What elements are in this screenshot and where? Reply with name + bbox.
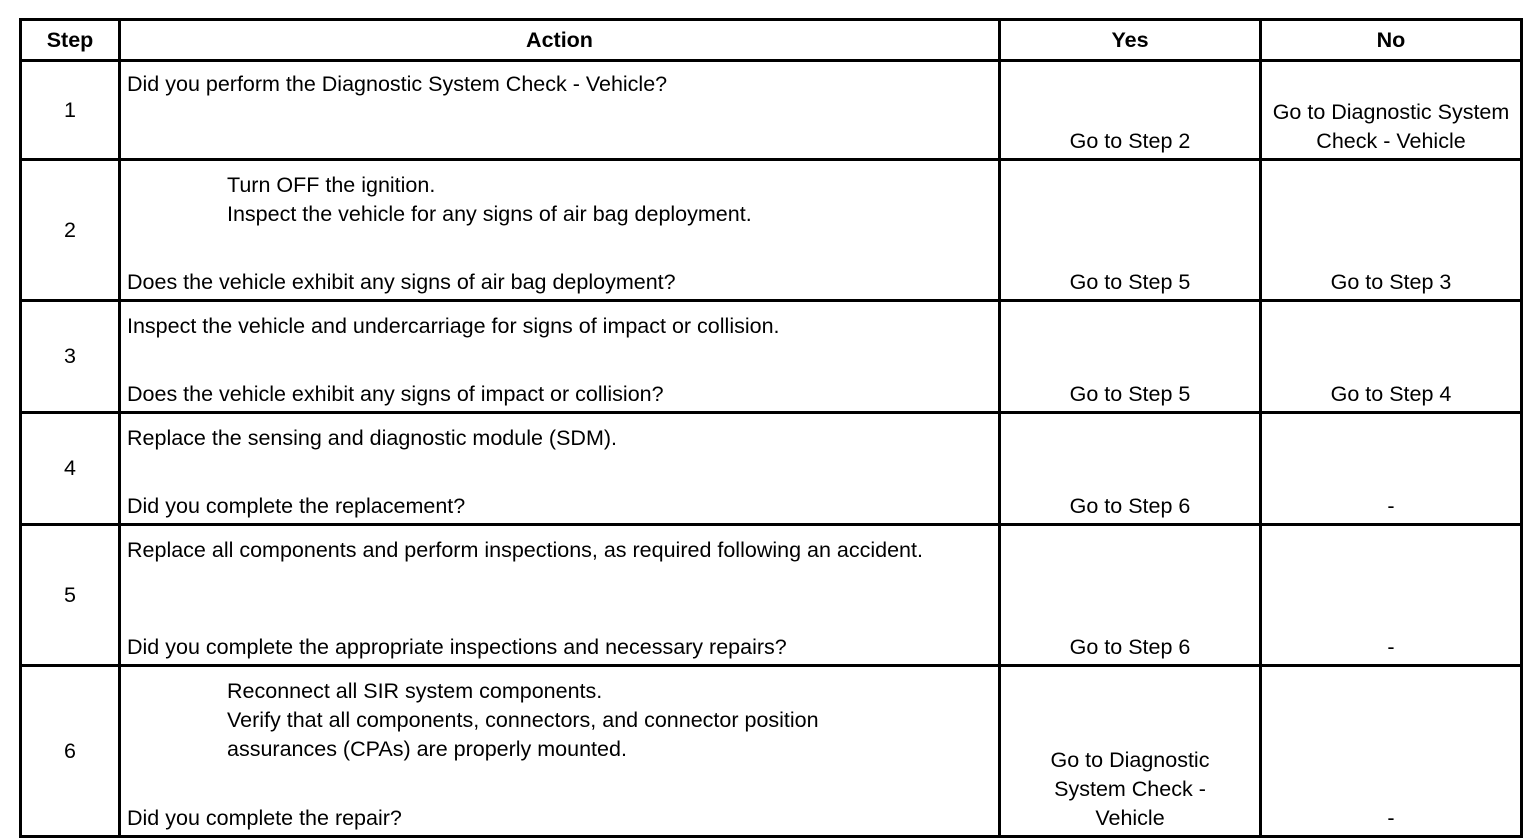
step-instruction: Replace all components and perform inspections, as required following an accident. [127, 538, 923, 562]
no-result: - [1261, 413, 1522, 525]
no-result: - [1261, 666, 1522, 837]
step-instruction: Turn OFF the ignition. [227, 173, 436, 197]
step-question: Did you perform the Diagnostic System Check - Vehicle? [127, 72, 668, 96]
step-question: Does the vehicle exhibit any signs of air bag deployment? [127, 270, 676, 294]
table-row [21, 301, 1522, 413]
action-cell [120, 301, 1000, 413]
yes-result: Go to Step 5 [1000, 301, 1261, 413]
table-row [21, 666, 1522, 837]
yes-result: Go to Step 5 [1000, 160, 1261, 301]
table-row [21, 160, 1522, 301]
step-number: 4 [21, 413, 120, 525]
table-header-row [21, 20, 1522, 61]
step-question: Does the vehicle exhibit any signs of impact or collision? [127, 382, 664, 406]
step-number: 1 [21, 61, 120, 160]
no-result: - [1261, 525, 1522, 666]
step-instruction: Inspect the vehicle and undercarriage for signs of impact or collision. [127, 314, 780, 338]
yes-result: Go to Step 2 [1000, 61, 1261, 160]
yes-result: Go to Step 6 [1000, 525, 1261, 666]
step-instruction: Verify that all components, connectors, and connector position assurances (CPAs) are properly mounted. [227, 708, 819, 761]
step-instruction: Replace the sensing and diagnostic module (SDM). [127, 426, 617, 450]
yes-result: Go to Diagnostic System Check - Vehicle [1000, 666, 1261, 837]
action-cell [120, 525, 1000, 666]
action-cell [120, 160, 1000, 301]
action-cell [120, 666, 1000, 837]
step-instruction: Reconnect all SIR system components. [227, 679, 603, 703]
header-yes: Yes [1000, 20, 1261, 61]
action-cell [120, 61, 1000, 160]
step-question: Did you complete the appropriate inspections and necessary repairs? [127, 635, 787, 659]
table-row [21, 413, 1522, 525]
step-question: Did you complete the repair? [127, 806, 402, 830]
no-result: Go to Diagnostic System Check - Vehicle [1261, 61, 1522, 160]
step-number: 6 [21, 666, 120, 837]
header-action: Action [120, 20, 1000, 61]
diagnostic-table [19, 18, 1523, 838]
table-row [21, 525, 1522, 666]
step-question: Did you complete the replacement? [127, 494, 466, 518]
no-result: Go to Step 3 [1261, 160, 1522, 301]
table-row [21, 61, 1522, 160]
step-number: 5 [21, 525, 120, 666]
no-result: Go to Step 4 [1261, 301, 1522, 413]
step-number: 3 [21, 301, 120, 413]
header-step: Step [21, 20, 120, 61]
action-cell [120, 413, 1000, 525]
step-number: 2 [21, 160, 120, 301]
step-instruction: Inspect the vehicle for any signs of air bag deployment. [227, 202, 752, 226]
header-no: No [1261, 20, 1522, 61]
yes-result: Go to Step 6 [1000, 413, 1261, 525]
